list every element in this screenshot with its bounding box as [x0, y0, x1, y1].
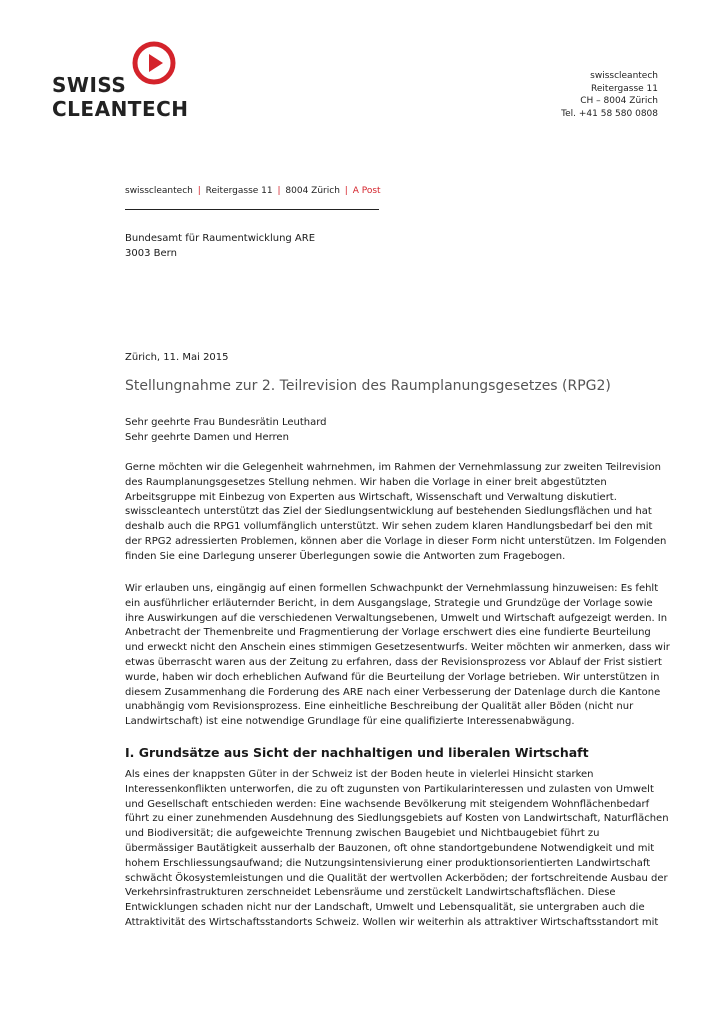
- return-part: 8004 Zürich: [285, 186, 340, 196]
- text-line: des Raumplanungsgesetzes Stellung nehmen. Wir haben die Vorlage in einer breit abgestützten: [125, 476, 607, 488]
- logo: [52, 41, 212, 123]
- text-line: schwächt Ökosystemleistungen und die Qualität der wertvollen Ackerböden; der fortschreitende Ausbau der: [125, 872, 668, 884]
- text-line: Wir erlauben uns, eingängig auf einen formellen Schwachpunkt der Vernehmlassung hinzuweisen: Es fehlt: [125, 583, 659, 594]
- return-part: swisscleantech: [125, 186, 193, 196]
- text-line: swisscleantech unterstützt das Ziel der Siedlungsentwicklung auf bestehenden Siedlungsflächen und hat: [125, 506, 652, 518]
- logo-text-cleantech: CLEANTECH: [52, 97, 189, 121]
- text-line: deshalb auch die RPG1 vollumfänglich unterstützt. Wir sehen zudem klaren Handlungsbedarf bei den mit: [125, 521, 653, 533]
- text-line: Als eines der knappsten Güter in der Schweiz ist der Boden heute in vielerlei Hinsicht starken: [125, 769, 594, 780]
- text-line: und Biodiversität; die aufgeweichte Trennung zwischen Baugebiet und Nichtbaugebiet führt zu: [125, 828, 600, 840]
- salutation-line: Sehr geehrte Frau Bundesrätin Leuthard: [125, 417, 327, 428]
- section-heading: I. Grundsätze aus Sicht der nachhaltigen und liberalen Wirtschaft: [125, 745, 589, 760]
- sender-line: CH – 8004 Zürich: [580, 96, 658, 106]
- sender-line: Tel. +41 58 580 0808: [561, 108, 658, 119]
- text-line: Arbeitsgruppe mit Einbezug von Experten aus Wirtschaft, Wissenschaft und Verwaltung diskutiert.: [125, 491, 617, 503]
- return-address-line: [125, 186, 381, 196]
- text-line: ihre Auswirkungen auf die verschiedenen Verwaltungsebenen, Umwelt und Wirtschaft aufgezeigt werden. In: [125, 612, 668, 624]
- text-line: Interessenkonflikten unterworfen, die zu oft zugunsten von Partikularinteressen und zulasten von Umwelt: [125, 783, 654, 795]
- separator: |: [344, 186, 348, 196]
- sender-line: Reitergasse 11: [591, 83, 658, 94]
- salutation-line: Sehr geehrte Damen und Herren: [125, 431, 289, 443]
- text-line: Anbetracht der Themenbreite und Fragmentierung der Vorlage erschwert dies eine fundierte Beurteilung: [125, 627, 651, 639]
- letter-title: Stellungnahme zur 2. Teilrevision des Raumplanungsgesetzes (RPG2): [125, 378, 611, 394]
- logo-text-swiss: SWISS: [52, 73, 127, 97]
- text-line: Gerne möchten wir die Gelegenheit wahrnehmen, im Rahmen der Vernehmlassung zur zweiten Teilrevision: [125, 462, 662, 473]
- paragraph-section-1: [125, 768, 669, 931]
- text-line: ein ausführlicher erläuternder Bericht, in dem Ausgangslage, Strategie und Grundzüge der Vorlage sowie: [125, 597, 653, 609]
- text-line: übermässiger Bautätigkeit ausserhalb der Bauzonen, oft ohne standortgebundene Notwendigkeit und mit: [125, 842, 655, 854]
- recipient-line: Bundesamt für Raumentwicklung ARE: [125, 233, 316, 244]
- paragraph-formal-critique: [125, 582, 670, 730]
- play-icon: [132, 41, 176, 85]
- text-line: und erweckt nicht den Anschein eines stimmigen Gesetzesentwurfs. Weiter möchten wir anmerken, dass wir: [125, 642, 670, 654]
- text-line: Attraktivität des Wirtschaftsstandorts Schweiz. Wollen wir weiterhin als attraktiver Wirtschaftsstandort mit: [125, 916, 659, 928]
- text-line: Verkehrsinfrastrukturen zerschneidet Lebensräume und zerstückelt Landwirtschaftsflächen. Diese: [125, 887, 616, 899]
- text-line: unabhängig vom Revisionsprozess. Eine einheitliche Beschreibung der Qualität aller Böden (nicht nur: [125, 701, 634, 713]
- separator: |: [197, 186, 201, 196]
- text-line: finden Sie eine Darlegung unserer Überlegungen sowie die Antworten zum Fragebogen.: [125, 550, 566, 562]
- text-line: Entwicklungen schaden nicht nur der Landschaft, Umwelt und Lebensqualität, sie untergraben auch die: [125, 902, 645, 914]
- text-line: und Gesellschaft entschieden werden: Eine wachsende Bevölkerung mit steigendem Wohnflächenbedarf: [125, 798, 650, 810]
- text-line: wurde, haben wir doch erheblichen Aufwand für die Beurteilung der Vorlage betrieben. Wir unterstützen in: [125, 671, 660, 683]
- recipient-address: [125, 232, 315, 261]
- text-line: diesem Zusammenhang die Forderung des ARE nach einer Verbesserung der Datenlage durch die Kantone: [125, 686, 661, 698]
- separator: |: [277, 186, 281, 196]
- sender-address: [561, 70, 658, 120]
- text-line: etwas überrascht waren aus der Zeitung zu erfahren, dass der Revisionsprozess vor Ablauf der Frist sistiert: [125, 656, 662, 668]
- letter-date: Zürich, 11. Mai 2015: [125, 352, 229, 363]
- text-line: Landwirtschaft) ist eine notwendige Grundlage für eine qualifizierte Interessenabwägung.: [125, 716, 575, 728]
- text-line: der RPG2 adressierten Problemen, können aber die Vorlage in dieser Form nicht unterstützen. Im Folgenden: [125, 535, 667, 547]
- text-line: hohem Erschliessungsaufwand; die Nutzungsintensivierung einer produktionsorientierten Landwirtschaft: [125, 857, 651, 869]
- return-part: Reitergasse 11: [205, 186, 273, 196]
- sender-line: swisscleantech: [590, 71, 658, 81]
- post-type: A Post: [352, 186, 381, 196]
- recipient-line: 3003 Bern: [125, 247, 177, 259]
- text-line: führt zu einer zunehmenden Ausdehnung des Siedlungsgebiets auf Kosten von Landwirtschaft, Naturflächen: [125, 813, 669, 825]
- paragraph-intro: [125, 461, 667, 565]
- address-rule: [125, 209, 379, 210]
- salutation: [125, 416, 327, 445]
